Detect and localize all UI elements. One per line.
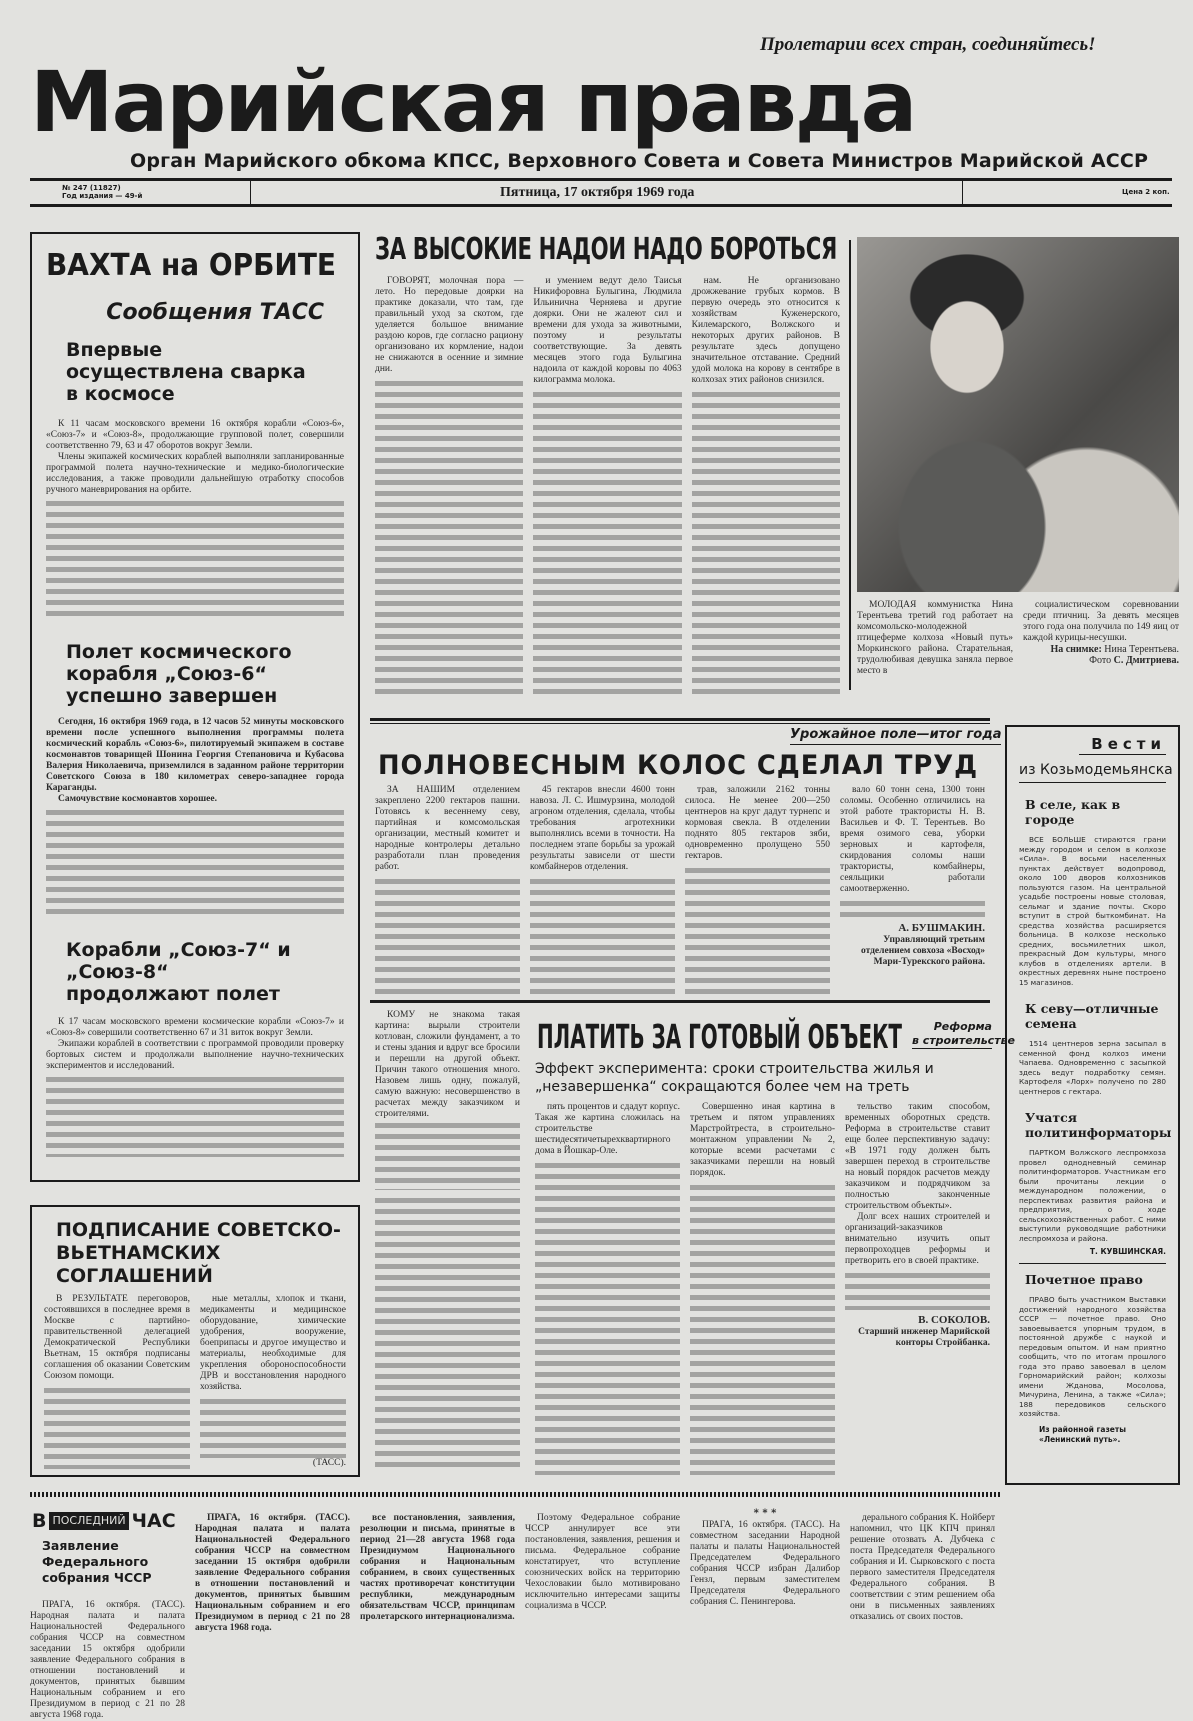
caption-text: МОЛОДАЯ коммунистка Нина Терентьева третий год работает на комсомольско-молодежной птицеферме колхоза «Новый путь» Моркинского района. Старательная, трудолюбивая девушка заняла первое место в — [857, 600, 1013, 676]
construction-author: В. СОКОЛОВ. — [918, 1314, 990, 1326]
divider — [250, 181, 251, 204]
kozmo-paragraph: ПАРТКОМ Волжского леспромхоза провел однодневный семинар политинформаторов. Участникам его были прочитаны лекции о международном положении, о перспективах развития района и предприятия, о ходе сельскохозяйственных работ. С ними выступили руководящие работники леспромхоза и района. — [1019, 1148, 1166, 1243]
kozmo-kicker: Вести — [1079, 735, 1166, 755]
photo-caption — [857, 600, 1179, 710]
credit-label: На снимке: — [1050, 644, 1102, 655]
issue-info — [62, 184, 142, 200]
soyuz6-headline: Полет космического корабля „Союз-6“ успешно завершен — [66, 641, 292, 707]
construction-article — [535, 1102, 990, 1475]
welding-headline: Впервые осуществлена сварка в космосе — [66, 339, 306, 405]
rubric-line: в строительстве — [912, 1034, 1015, 1047]
kozmo-author: Т. КУВШИНСКАЯ. — [1019, 1247, 1166, 1264]
latest-paragraph: все постановления, заявления, резолюции и письма, принятые в период 21—28 августа 1968 года Президиумом Национального собрания и Национальным собранием, в своих существенных частях противоречат конституции республики, международным обязательствам ЧССР, принципам пролетарского интернационализма. — [360, 1513, 515, 1622]
harvest-author-title: Управляющий третьим отделением совхоза «Восход» Мари-Турекского района. — [860, 935, 985, 967]
issue-number: № 247 (11827) — [62, 184, 121, 192]
harvest-headline: ПОЛНОВЕСНЫМ КОЛОС СДЕЛАЛ ТРУД — [378, 750, 979, 781]
kozmo-paragraph: 1514 центнеров зерна засыпал в семенной фонд колхоз имени Чапаева. Одновременно с засыпкой здесь ведут подработку семян. Картофеля «Лорх» получено по 280 центнеров с гектара. — [1019, 1039, 1166, 1096]
harvest-paragraph: вало 60 тонн сена, 1300 тонн соломы. Особенно отличились на этой работе трактористы Н. В. Васильев и Ф. Т. Терентьев. Во время озимого сева, уборки зерновых и картофеля, скирдования соломы наши трактористы, комбайнеры, сеяльщики работали самоотверженно. — [840, 785, 985, 894]
harvest-article — [375, 785, 985, 995]
orbit-title: ВАХТА на ОРБИТЕ — [46, 248, 336, 283]
harvest-paragraph: 45 гектаров внесли 4600 тонн навоза. Л. С. Ишмурзина, молодой агроном отделения, сделала, чтобы требования агротехники выполнялись всеми в точности. На последнем этапе борьбы за урожай результаты зависели от шести комбайнеров отделения. — [530, 785, 675, 872]
construction-paragraph: Долг всех наших строителей и организаций-заказчиков внимательно изучить опыт первопроходцев реформы и претворить его в своей практике. — [845, 1212, 990, 1266]
latest-paragraph: Поэтому Федеральное собрание ЧССР аннулирует все эти постановления, заявления, решения и письма. Федеральное собрание констатирует, что вступление союзнических войск на территорию Чехословакии было мотивировано исключительно интересами защиты социализма в ЧССР. — [525, 1513, 680, 1611]
section-rule — [370, 1000, 990, 1003]
party-slogan: Пролетарии всех стран, соединяйтесь! — [760, 34, 1096, 55]
latest-paragraph: дерального собрания К. Нойберт напомнил, что ЦК КПЧ принял решение отозвать А. Дубчека с поста Председателя Федерального собрания и И. Сырковского с поста первого заместителя Председателя Федерального собрания. В соответствии с этим решением оба они в письменных заявлениях отказались от своих постов. — [850, 1513, 995, 1622]
milk-paragraph: нам. Не организовано дрожжевание грубых кормов. В первую очередь это относится к хозяйствам Куженерского, Килемарского, Волжского и некоторых других районов. В результате здесь допущено значительное отставание. Средний удой молока на корову в сентябре в колхозах этих районов снизился. — [691, 276, 840, 385]
issue-date: Пятница, 17 октября 1969 года — [500, 185, 695, 200]
label-part: В — [32, 1510, 47, 1532]
construction-subtitle: Эффект эксперимента: сроки строительства жилья и „незавершенка“ сокращаются более чем на треть — [535, 1061, 934, 1095]
construction-headline: ПЛАТИТЬ ЗА ГОТОВЫЙ ОБЪЕКТ — [537, 1017, 902, 1056]
vietnam-article — [30, 1205, 360, 1477]
kozmo-paragraph: ПРАВО быть участником Выставки достижений народного хозяйства СССР — почетное право. Оно завоевывается упорным трудом, в постоянной дружбе с наукой и передовым опытом. И нам приятно сообщить, что по итогам прошлого года это право завоевал в целом Горномарийский район; колхозы имени Жданова, Мосолова, Мичурина, Ленина, а также «Сила»; 188 передовиков сельского хозяйства. — [1019, 1295, 1166, 1418]
dotted-rule — [30, 1492, 1000, 1497]
divider — [962, 181, 963, 204]
latest-headline: Заявление Федерального собрания ЧССР — [42, 1538, 152, 1585]
harvest-author: А. БУШМАКИН. — [898, 922, 985, 934]
column-divider — [849, 240, 851, 690]
orbit-subtitle: Сообщения ТАСС — [106, 300, 324, 325]
photo-label: Фото — [1089, 655, 1112, 666]
milk-paragraph: и умением ведут дело Таисья Никифоровна Булыгина, Людмила Ильинична Черняева и другие доярки. Они не жалеют сил и времени для ухода за животными, поэтому и результаты соответствующие. За девять месяцев этого года Булыгина надоила от каждой коровы по 4063 килограмма молока. — [533, 276, 682, 385]
construction-paragraph: пять процентов и сдадут корпус. Такая же картина сложилась на строительстве шестидесятичетырехквартирного дома в Йошкар-Оле. — [535, 1102, 680, 1156]
welding-paragraph: К 11 часам московского времени 16 октября корабли «Союз-6», «Союз-7» и «Союз-8», продолжающие групповой полет, совершили соответственно 79, 63 и 47 оборотов вокруг Земли. — [46, 419, 344, 451]
construction-paragraph: Совершенно иная картина в третьем и пятом управлениях Марстройтреста, в строительно-монтажном управлении № 2, которые всеми расчетами с заказчиками перешли на новый порядок. — [690, 1102, 835, 1178]
vietnam-source: (ТАСС). — [312, 1458, 346, 1468]
vietnam-paragraph: ные металлы, хлопок и ткани, медикаменты и медицинское оборудование, химические удобрения, вооружение, боеприпасы и другое имущество и материалы, необходимые для укрепления обороноспособности ДРВ и восстановления народного хозяйства. — [200, 1294, 346, 1392]
milk-headline: ЗА ВЫСОКИЕ НАДОИ НАДО БОРОТЬСЯ — [375, 232, 837, 267]
harvest-paragraph: ЗА НАШИМ отделением закреплено 2200 гектаров пашни. Готовясь к весеннему севу, партийная и комсомольская организации, местный комитет и народные контролеры детально разработали план проведения работ. — [375, 785, 520, 872]
construction-paragraph: тельство таким способом, временных оборотных средств. Реформа в строительстве ставит еще более перспективную задачу: «В 1971 году должен быть завершен переход в строительстве на новый порядок расчетов между заказчиком и подрядчиком за полностью законченные строительством объекты». — [845, 1102, 990, 1211]
caption-text: социалистическом соревновании среди птичниц. За девять месяцев этого года она получила по 149 яиц от каждой курицы-несушки. — [1023, 600, 1179, 643]
photo-nina-terentyeva — [857, 237, 1179, 592]
kozmo-source: Из районной газеты «Ленинский путь». — [1039, 1424, 1127, 1444]
label-part: ЧАС — [131, 1510, 176, 1532]
publication-year: Год издания — 49-й — [62, 192, 143, 200]
photographer: С. Дмитриева. — [1113, 655, 1179, 666]
construction-author-title: Старший инженер Марийской конторы Стройбанка. — [858, 1327, 990, 1348]
construction-lead-paragraph: КОМУ не знакома такая картина: вырыли строители котлован, сложили фундамент, а то и стены здания и вдруг все бросили и перешли на другой объект. Причин такого отношения много. Назовем лишь одну, пожалуй, самую важную: несовершенство в расчетах между заказчиком и строителями. — [375, 1010, 520, 1119]
bottom-rule — [30, 204, 1172, 207]
separator-stars: * * * — [753, 1508, 777, 1519]
latest-paragraph: ПРАГА, 16 октября. (ТАСС). Народная палата и палата Национальностей Федерального собрания ЧССР на совместном заседании 15 октября одобрили заявление Федерального собрания в отношении постановлений и документов, принятых бывшим Национальным собранием и его Президиумом в период с 21 по 28 августа 1968 года. — [30, 1600, 185, 1720]
harvest-paragraph: трав, заложили 2162 тонны силоса. Не менее 200—250 центнеров на круг дадут турнепс и кормовая свекла. В отделении поднято 805 гектаров зяби, одновременно пролущено 550 гектаров. — [685, 785, 830, 861]
vietnam-headline: ПОДПИСАНИЕ СОВЕТСКО-ВЬЕТНАМСКИХ СОГЛАШЕНИЙ — [56, 1219, 341, 1287]
milk-article — [375, 276, 840, 696]
vietnam-paragraph: В РЕЗУЛЬТАТЕ переговоров, состоявшихся в последнее время в Москве с партийно-правительственной делегацией Демократической Республики Вьетнам, 15 октября подписаны соглашения об оказании Советским Союзом помощи. — [44, 1294, 190, 1381]
newspaper-subtitle: Орган Марийского обкома КПСС, Верховного Совета и Совета Министров Марийской АССР — [130, 150, 1149, 172]
soyuz78-headline: Корабли „Союз-7“ и „Союз-8“ продолжают полет — [66, 939, 291, 1005]
kozmodemyansk-section — [1005, 725, 1180, 1485]
kozmo-headline: Почетное право — [1025, 1272, 1143, 1287]
kozmo-headline: Учатся политинформаторы — [1025, 1110, 1172, 1140]
construction-column-text — [375, 1195, 520, 1470]
kozmo-headline: К севу—отличные семена — [1025, 1001, 1159, 1031]
kozmo-paragraph: ВСЕ БОЛЬШЕ стираются грани между городом и селом в колхозе «Сила». В восьми населенных пунктах действует водопровод, около 100 дворов колхозников пользуются газом. На центральной усадьбе построены новые столовая, сельмаг и здание почты. Скоро вступит в строй быткомбинат. На средства хозяйства расширяется больница. В колхозе несколько средних, восьмилетних школ, прекрасный Дом культуры, много клубов в отделениях артели. В окрестных деревнях ныне построено 15 магазинов. — [1019, 835, 1166, 987]
label-part: ПОСЛЕДНИЙ — [49, 1512, 128, 1530]
soyuz6-paragraph: Сегодня, 16 октября 1969 года, в 12 часов 52 минуты московского времени после успешного выполнения программы полета космический корабль «Союз-6», пилотируемый экипажем в составе космонавтов товарищей Шонина Георгия Степановича и Кубасова Валерия Николаевича, приземлился в заданном районе территории Советского Союза в 180 километрах северо-западнее города Караганды. — [46, 717, 344, 793]
credit-name: Нина Терентьева. — [1104, 644, 1179, 655]
kozmo-kicker: из Козьмодемьянска — [1019, 761, 1166, 783]
price: Цена 2 коп. — [1122, 188, 1170, 196]
welding-paragraph: Члены экипажей космических кораблей выполняли запланированные программой полета научно-технические и медико-биологические исследования, а также проводили дальнейшую отработку способов ручного маневрирования на орбите. — [46, 452, 344, 495]
latest-paragraph: ПРАГА, 16 октября. (ТАСС). На совместном заседании Народной палаты и палаты Национальностей Председателем Федерального собрания ЧССР избран Далибор Гензл, первым заместителем Председателя Федерального собрания С. Пенингерова. — [690, 1520, 840, 1607]
soyuz6-paragraph: Самочувствие космонавтов хорошее. — [58, 794, 217, 804]
harvest-kicker: Урожайное поле—итог года — [790, 727, 1001, 745]
soyuz78-paragraph: К 17 часам московского времени космические корабли «Союз-7» и «Союз-8» совершили соответственно 67 и 31 виток вокруг Земли. — [46, 1017, 344, 1038]
soyuz78-paragraph: Экипажи кораблей в соответствии с программой проводили проверку бортовых систем и продолжали выполнение научно-технических экспериментов и исследований. — [46, 1039, 344, 1071]
orbit-article — [30, 232, 360, 1182]
rubric — [912, 1020, 1015, 1049]
top-rule — [30, 178, 1172, 181]
section-rule — [370, 723, 990, 724]
newspaper-title: Марийская правда — [30, 53, 916, 151]
kozmo-headline: В селе, как в городе — [1025, 797, 1121, 827]
milk-paragraph: ГОВОРЯТ, молочная пора — лето. Но передовые доярки на практике доказали, что там, где правильный уход за скотом, где уделяется большое внимание раздою коров, где согласно рациону организовано их кормление, надои не снижаются в осенние и зимние дни. — [375, 276, 524, 374]
latest-news-label — [32, 1510, 176, 1532]
construction-lead — [375, 1010, 520, 1190]
rubric-line: Реформа — [933, 1020, 992, 1033]
section-rule — [370, 718, 990, 721]
latest-paragraph: ПРАГА, 16 октября. (ТАСС). Народная палата и палата Национальностей Федерального собрания ЧССР на совместном заседании 15 октября одобрили заявление Федерального собрания в отношении постановлений и документов, принятых бывшим Национальным собранием и его Президиумом в период с 21 по 28 августа 1968 года. — [195, 1513, 350, 1633]
